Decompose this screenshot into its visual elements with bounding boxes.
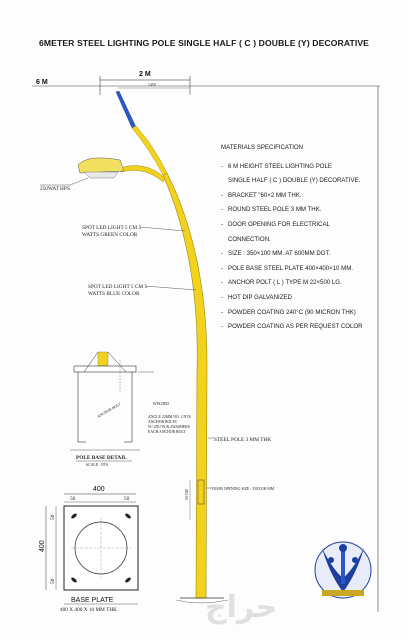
arm-width-label: 2 M	[139, 71, 151, 78]
angle-note-1: ANGLE 22MM NO. 2 NTS	[148, 415, 191, 419]
watermark: حراج	[205, 590, 278, 625]
spec-item: - HOT DIP GALVANIZED	[221, 291, 406, 306]
steel-pole-label: STEEL POLE 3 MM THK	[214, 437, 272, 443]
spot-green-leader	[140, 227, 185, 231]
lamp-head	[78, 158, 124, 173]
angle-note-4: EACH ANCHOR BOLT	[148, 430, 186, 434]
door-opening-label: DOOR OPENING SIZE : 350X100 MM	[212, 487, 275, 491]
spot-blue-label-2: WATTS BLUE COLOR	[88, 291, 140, 297]
emblem-right-lamp	[352, 557, 358, 563]
anchor-bolt-label: ANCHOR BOLT	[96, 402, 122, 419]
spot-blue-label-1: SPOT LED LIGHT 5 CM 5	[88, 284, 148, 290]
spec-heading: MATERIALS SPECIFICATION	[221, 144, 304, 151]
base-plate-size: 400 X 400 X 10 MM THK	[60, 607, 117, 613]
base-dim-400-left: 400	[39, 540, 46, 552]
arm-sub-label: 1450	[148, 83, 156, 87]
base-dim-50-top-left: 50	[70, 496, 76, 502]
emblem-left-lamp	[328, 557, 334, 563]
angle-note-2: ANCHOR BOLTS	[148, 420, 177, 424]
drawing-title: 6METER STEEL LIGHTING POLE SINGLE HALF ( C ) DOUBLE (Y) DECORATIVE	[39, 38, 369, 48]
base-detail-scale: SCALE : NTS	[86, 463, 109, 467]
pole-base-detail	[70, 352, 191, 467]
emblem-banner	[322, 590, 364, 596]
base-plate-drawing	[39, 486, 138, 613]
base-detail-title: POLE BASE DETAIL	[76, 455, 127, 461]
lamp-lens	[84, 172, 118, 178]
spec-item: - ANCHOR POLT ( L ) TYPE M 22×500 LG.	[221, 276, 406, 291]
base-dim-400-top: 400	[93, 486, 105, 493]
spec-item: SINGLE HALF ( C ) DOUBLE (Y) DECORATIVE.	[228, 177, 361, 185]
spec-item: - POWDER COATING AS PER REQUEST COLOR	[221, 320, 406, 335]
spot-green-label-2: WATTS GREEN COLOR	[82, 232, 138, 238]
lamp-bracket-arm	[120, 166, 165, 182]
spec-item: - DOOR OPENING FOR ELECTRICAL	[221, 218, 406, 233]
lamp-leader	[70, 178, 88, 185]
spot-green-label-1: SPOT LED LIGHT 5 CM 5	[82, 225, 142, 231]
spec-item: - POWDER COATING 240°C (90 MICRON THK)	[221, 306, 406, 321]
spec-item: - 6 M HEIGHT STEEL LIGHTING POLE	[221, 160, 406, 175]
blue-spike-tip	[116, 91, 136, 128]
spec-item: - POLE BASE STEEL PLATE 400×400×10 MM.	[221, 262, 406, 277]
emblem-center-lamp	[339, 544, 347, 552]
spec-item: - BRACKET "60×2 MM THK.	[221, 189, 406, 204]
spec-item: - SIZE : 350×100 MM. AT 600MM DOT.	[221, 247, 406, 262]
base-dim-50-top-right: 50	[124, 496, 130, 502]
emblem-logo-icon	[315, 542, 371, 598]
detail-base-plate	[74, 366, 136, 372]
lamp-label: 250WAT HPS	[40, 186, 70, 192]
base-dim-50-left-top: 50	[50, 514, 56, 520]
height-marker: 6 M	[36, 79, 48, 86]
spec-item: CONNECTION.	[228, 235, 271, 243]
emblem-center-pole	[341, 550, 345, 584]
base-dim-50-left-bot: 50	[50, 578, 56, 584]
main-pole-shaft	[163, 173, 207, 598]
spot-blue-leader	[145, 286, 196, 290]
base-plate-title: BASE PLATE	[71, 597, 114, 604]
spec-item: - ROUND STEEL POLE 3 MM THK.	[221, 203, 406, 218]
door-dim-label: 50 CM	[185, 489, 189, 500]
angle-note-3: W/ 2NUTS & 2WASHERS	[148, 425, 190, 429]
detail-pole-stub	[98, 352, 108, 366]
welded-label: WELDED	[153, 402, 170, 406]
